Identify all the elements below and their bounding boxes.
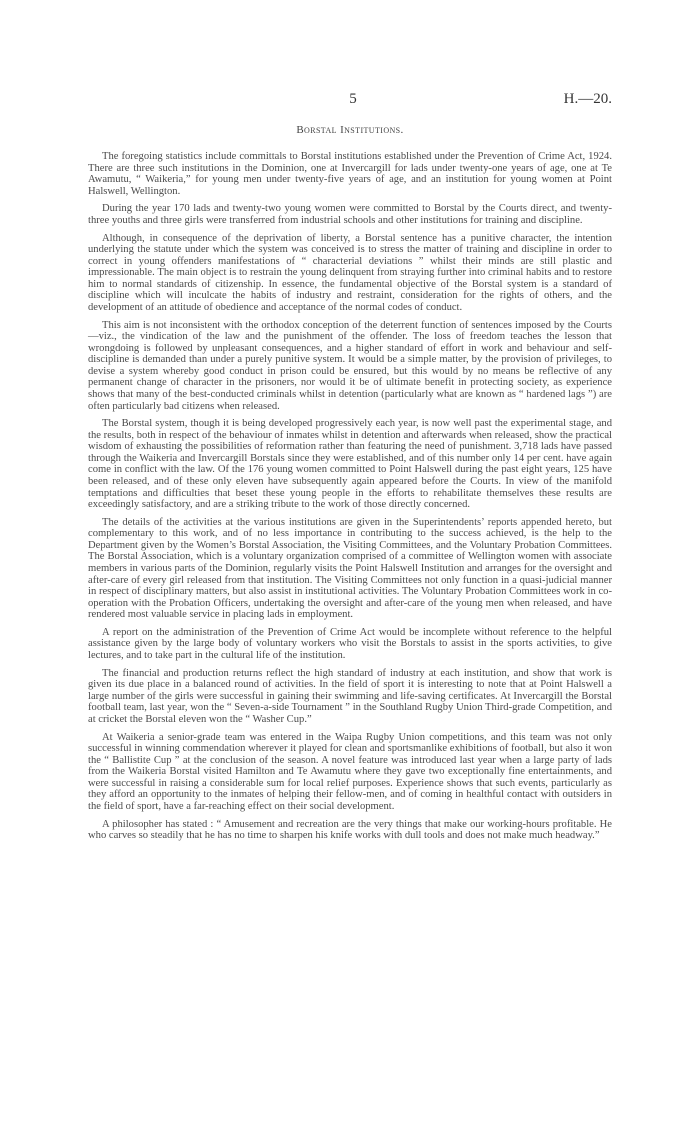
paragraph: At Waikeria a senior-grade team was entered in the Waipa Rugby Union competitions, and this team was not only successful in winning commendation wherever it played for clean and sportsmanlike exhibitions of football, but also it won the “ Ballistite Cup ” at the conclusion of the season. A novel feature was introduced last year when a large party of lads from the Waikeria Borstal visited Hamilton and Te Awamutu where they gave two exceptionally fine entertainments, and were successful in raising a considerable sum for local relief purposes. Experience shows that such events, particularly as they afford an opportunity to the inmates of helping their fellow-men, and of coming in healthful contact with outsiders in the field of sport, have a far-reaching effect on their social development. bbox=[88, 731, 612, 812]
body-text bbox=[88, 151, 612, 848]
paragraph: The financial and production returns reflect the high standard of industry at each institution, and show that work is given its due place in a balanced round of activities. In the field of sport it is interesting to note that at Point Halswell a large number of the girls were successful in gaining their swimming and life-saving certificates. At Invercargill the Borstal football team, last year, won the “ Seven-a-side Tournament ” in the Southland Rugby Union Third-grade Competition, and at cricket the Borstal eleven won the “ Washer Cup.” bbox=[88, 667, 612, 725]
document-reference: H.—20. bbox=[563, 91, 612, 107]
paragraph: The foregoing statistics include committals to Borstal institutions established under the Prevention of Crime Act, 1924. There are three such institutions in the Dominion, one at Invercargill for lads under twenty-one years of age, one at Te Awamutu, “ Waikeria,” for young men under twenty-five years of age, and an institution for young women at Point Halswell, Wellington. bbox=[88, 151, 612, 197]
paragraph: The Borstal system, though it is being developed progressively each year, is now well past the experimental stage, and the results, both in respect of the behaviour of inmates whilst in detention and afterwards when released, show the practical wisdom of exhausting the possibilities of reformation rather than featuring the need of punishment. 3,718 lads have passed through the Waikeria and Invercargill Borstals since they were established, and of this number only 14 per cent. have again come in conflict with the law. Of the 176 young women committed to Point Halswell during the past eight years, 125 have been released, and of these only eleven have subsequently again appeared before the Courts. In view of the manifold temptations and difficulties that beset these young people in the efforts to rehabilitate themselves these results are exceedingly satisfactory, and are a striking tribute to the work of those directly concerned. bbox=[88, 418, 612, 511]
page-number: 5 bbox=[349, 91, 357, 107]
paragraph: The details of the activities at the various institutions are given in the Superintendents’ reports appended hereto, but complementary to this work, and of no less importance in contributing to the success achieved, is the help to the Department given by the Women’s Borstal Association, the Visiting Committees, and the Voluntary Probation Committees. The Borstal Association, which is a voluntary organization comprised of a committee of Wellington women with associate members in various parts of the Dominion, regularly visits the Point Halswell Institution and arranges for the oversight and after-care of every girl released from that institution. The Visiting Committees not only function in a quasi-judicial manner in respect of disciplinary matters, but also assist in institutional activities. The Voluntary Probation Committees work in co-operation with the Probation Officers, undertaking the oversight and after-care of the young men when released, and have rendered most valuable service in placing lads in employment. bbox=[88, 516, 612, 621]
paragraph: During the year 170 lads and twenty-two young women were committed to Borstal by the Courts direct, and twenty-three youths and three girls were transferred from industrial schools and other institutions for training and discipline. bbox=[88, 203, 612, 226]
section-heading: Borstal Institutions. bbox=[296, 124, 404, 136]
paragraph: This aim is not inconsistent with the orthodox conception of the deterrent function of sentences imposed by the Courts—viz., the vindication of the law and the punishment of the offender. The loss of freedom teaches the lesson that wrongdoing is followed by unpleasant consequences, and a higher standard of effort in work and behaviour and self-discipline is demanded than under a purely punitive system. It would be a simple matter, by the provision of privileges, to devise a system whereby good conduct in prison could be ensured, but this would by no means be reflective of any permanent change of character in the prisoners, nor would it be of ultimate benefit in protecting society, as experience shows that many of the best-conducted criminals whilst in detention (particularly what are known as “ hardened lags ”) are often particularly bad citizens when released. bbox=[88, 319, 612, 412]
paragraph: A report on the administration of the Prevention of Crime Act would be incomplete without reference to the helpful assistance given by the large body of voluntary workers who visit the Borstals to assist in the sports activities, to give lectures, and to take part in the cultural life of the institution. bbox=[88, 626, 612, 661]
paragraph: A philosopher has stated : “ Amusement and recreation are the very things that make our working-hours profitable. He who carves so steadily that he has no time to sharpen his knife works with dull tools and does not make much headway.” bbox=[88, 818, 612, 842]
paragraph: Although, in consequence of the deprivation of liberty, a Borstal sentence has a punitive character, the intention underlying the statute under which the system was conceived is to stress the matter of training and discipline in order to correct in young offenders manifestations of “ characterial deviations ” whilst their minds are still plastic and impressionable. The main object is to restrain the young delinquent from straying further into criminal habits and to restore him to normal standards of citizenship. In essence, the fundamental objective of the Borstal system is a standard of discipline which will inculcate the habits of industry and restraint, consideration for the rights of others, and the development of an attitude of obedience and acceptance of the normal codes of conduct. bbox=[88, 232, 612, 313]
